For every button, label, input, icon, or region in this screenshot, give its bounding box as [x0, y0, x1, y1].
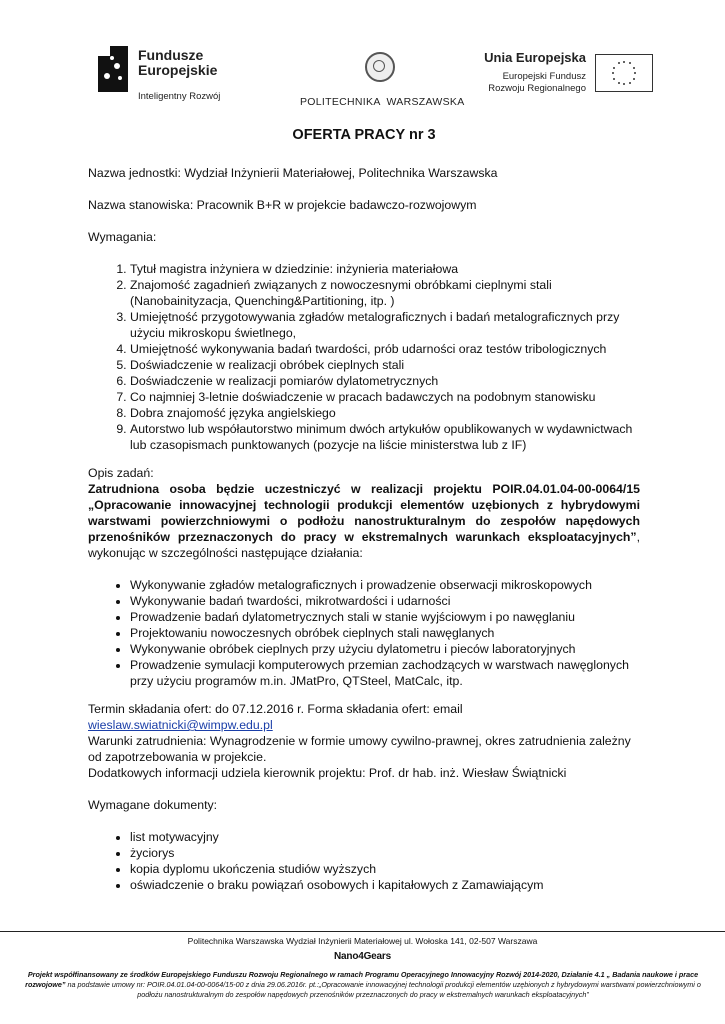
requirements-list — [88, 261, 640, 453]
eu-star-icon — [633, 78, 635, 80]
list-item: • list motywacyjny — [130, 829, 640, 845]
fe-logo-line2: Europejskie — [138, 62, 218, 78]
unit-name: Nazwa jednostki: Wydział Inżynierii Materiałowej, Politechnika Warszawska — [88, 166, 498, 180]
footer-note-rest: na podstawie umowy nr: POIR.04.01.04-00-0064/15-00 z dnia 29.06.2016r. pt.:„Opracowanie innowacyjnej technologii produkcji elementów uzębionych z hybrydowymi warstwami powierzchniowymi o podłożu nanostrukturalnym do zespołów napędowych przenośników przeznaczonych do pracy w ekstremalnych warunkach eksploatacyjnych” — [65, 980, 701, 999]
list-item: 7. Co najmniej 3-letnie doświadczenie w pracach badawczych na podobnym stanowisku — [130, 389, 640, 405]
eu-star-icon — [618, 62, 620, 64]
fe-logo-text — [138, 48, 217, 78]
eu-star-icon — [629, 82, 631, 84]
list-item: • Prowadzenie symulacji komputerowych przemian zachodzących w warstwach nawęglonych przy użyciu programów m.in. JMatPro, QTSteel, MatCalc, itp. — [130, 657, 640, 689]
list-item: 5. Doświadczenie w realizacji obróbek cieplnych stali — [130, 357, 640, 373]
conditions-text: Warunki zatrudnienia: Wynagrodzenie w formie umowy cywilno-prawnej, okres zatrudnienia zależny od zapotrzebowania w projekcie. — [88, 734, 631, 764]
fe-logo-line1: Fundusze — [138, 47, 204, 63]
eu-star-icon — [612, 72, 614, 74]
list-item: 8. Dobra znajomość języka angielskiego — [130, 405, 640, 421]
eu-star-icon — [623, 61, 625, 63]
page-header — [0, 38, 725, 108]
ue-logo-sub — [488, 71, 586, 95]
list-item: • oświadczenie o braku powiązań osobowych i kapitałowych z Zamawiającym — [130, 877, 640, 893]
documents-heading: Wymagane dokumenty: — [88, 798, 218, 812]
requirements-heading: Wymagania: — [88, 230, 157, 244]
eu-star-icon — [618, 82, 620, 84]
politechnika-name: POLITECHNIKA WARSZAWSKA — [300, 96, 465, 108]
list-item: 9. Autorstwo lub współautorstwo minimum dwóch artykułów opublikowanych w wydawnictwach lub czasopismach punktowanych (pozycje na liście ministerstwa lub z IF) — [130, 421, 640, 453]
politechnika-seal-icon — [365, 52, 395, 82]
tasks-description-tail: , wykonując w szczególności następujące działania: — [88, 530, 640, 560]
fundusze-europejskie-logo-icon — [98, 46, 128, 92]
list-item: 6. Doświadczenie w realizacji pomiarów dylatometrycznych — [130, 373, 640, 389]
list-item: 2. Znajomość zagadnień związanych z nowoczesnymi obróbkami cieplnymi stali (Nanobainityzacja, Quenching&Partitioning, itp. ) — [130, 277, 640, 309]
footer-note — [12, 970, 714, 1000]
email-link[interactable]: wieslaw.swiatnicki@wimpw.edu.pl — [88, 718, 273, 732]
eu-star-icon — [634, 72, 636, 74]
position-name: Nazwa stanowiska: Pracownik B+R w projekcie badawczo-rozwojowym — [88, 198, 477, 212]
list-item: • Projektowaniu nowoczesnych obróbek cieplnych stali nawęglanych — [130, 625, 640, 641]
documents-list — [88, 829, 640, 893]
politechnika-logo — [300, 52, 465, 108]
ue-logo-title: Unia Europejska — [484, 50, 586, 65]
list-item: • życiorys — [130, 845, 640, 861]
footer-note-bold: Projekt współfinansowany ze środków Europejskiego Funduszu Rozwoju Regionalnego w ramach Programu Operacyjnego Innowacyjny Rozwój 2014-2020, Działanie 4.1 „ Badania naukowe i prace rozwojowe” — [25, 970, 699, 989]
page-title: OFERTA PRACY nr 3 — [292, 127, 436, 143]
project-name: Zatrudniona osoba będzie uczestniczyć w realizacji projektu POIR.04.01.04-00-0064/15 „Opracowanie innowacyjnej technologii produkcji elementów uzębionych z hybrydowymi warstwami powierzchniowymi o podłożu nanostrukturalnym do zespołów napędowych przenośników przeznaczonych do pracy w ekstremalnych warunkach eksploatacyjnych” — [88, 482, 640, 544]
list-item: 4. Umiejętność wykonywania badań twardości, prób udarności oraz testów tribologicznych — [130, 341, 640, 357]
eu-star-icon — [623, 83, 625, 85]
tasks-list — [88, 577, 640, 689]
eu-star-icon — [613, 78, 615, 80]
tasks-description — [88, 481, 640, 561]
list-item: • Wykonywanie obróbek cieplnych przy użyciu dylatometru i pieców laboratoryjnych — [130, 641, 640, 657]
eu-star-icon — [629, 62, 631, 64]
eu-star-icon — [613, 67, 615, 69]
job-offer-document — [88, 127, 640, 905]
fe-logo-sub: Inteligentny Rozwój — [138, 91, 221, 102]
list-item: • Prowadzenie badań dylatometrycznych stali w stanie wyjściowym i po nawęglaniu — [130, 609, 640, 625]
deadline-text: Termin składania ofert: do 07.12.2016 r. Forma składania ofert: email — [88, 702, 463, 716]
footer-address: Politechnika Warszawska Wydział Inżynierii Materiałowej ul. Wołoska 141, 02-507 Warszawa — [187, 936, 538, 946]
tasks-heading: Opis zadań: — [88, 466, 154, 480]
footer-divider — [0, 931, 725, 932]
contact-text: Dodatkowych informacji udziela kierownik projektu: Prof. dr hab. inż. Wiesław Świątnicki — [88, 766, 567, 780]
unia-europejska-logo — [472, 50, 662, 110]
list-item: • kopia dyplomu ukończenia studiów wyższych — [130, 861, 640, 877]
eu-flag-icon — [595, 54, 653, 92]
ue-logo-sub2: Rozwoju Regionalnego — [488, 83, 586, 94]
footer-brand: Nano4Gears — [334, 951, 391, 962]
ue-logo-sub1: Europejski Fundusz — [502, 71, 586, 82]
list-item: • Wykonywanie zgładów metalograficznych i prowadzenie obserwacji mikroskopowych — [130, 577, 640, 593]
fundusze-europejskie-logo — [98, 46, 238, 106]
list-item: 3. Umiejętność przygotowywania zgładów metalograficznych i badań metalograficznych przy użyciu mikroskopu świetlnego, — [130, 309, 640, 341]
list-item: • Wykonywanie badań twardości, mikrotwardości i udarności — [130, 593, 640, 609]
eu-star-icon — [633, 67, 635, 69]
list-item: 1. Tytuł magistra inżyniera w dziedzinie: inżynieria materiałowa — [130, 261, 640, 277]
